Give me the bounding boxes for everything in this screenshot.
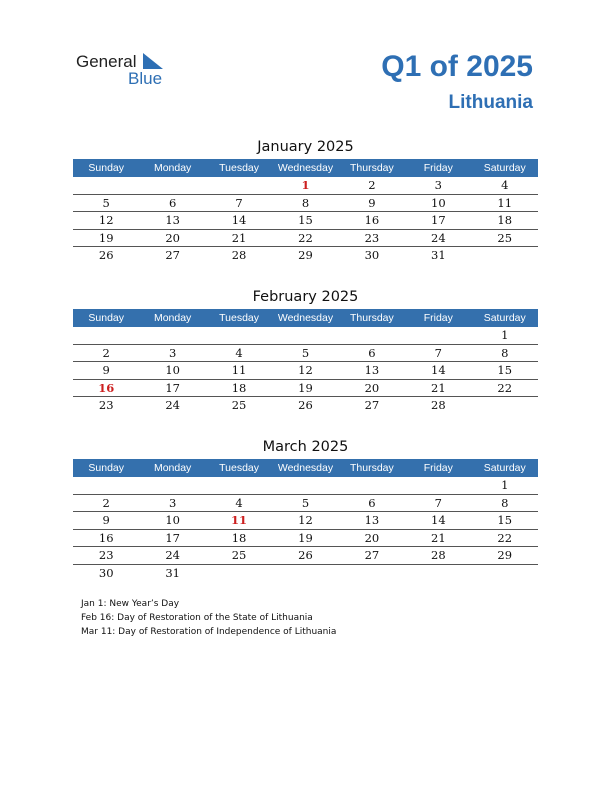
- day-cell: 23: [98, 548, 114, 562]
- day-cell: 26: [298, 398, 313, 412]
- holiday-day-cell: 11: [231, 513, 248, 527]
- day-cell: 17: [165, 530, 180, 545]
- empty-day-cell: [73, 177, 139, 194]
- day-cell: 4: [235, 345, 243, 360]
- holiday-note: Feb 16: Day of Restoration of the State of Lithuania: [81, 613, 313, 623]
- weekday-label: Monday: [153, 162, 192, 174]
- day-cell: 27: [165, 248, 180, 262]
- empty-day-cell: [272, 477, 338, 494]
- empty-day-cell: [139, 477, 205, 494]
- day-cell: 28: [431, 398, 446, 412]
- weekday-label: Friday: [423, 162, 453, 174]
- day-cell: 18: [231, 380, 247, 395]
- day-cell: 29: [497, 548, 513, 562]
- weekday-label: Tuesday: [219, 312, 259, 324]
- day-cell: 10: [165, 363, 180, 377]
- empty-day-cell: [73, 477, 139, 494]
- day-cell: 14: [431, 513, 446, 527]
- day-cell: 3: [168, 495, 177, 510]
- day-cell: 26: [98, 248, 114, 262]
- day-cell: 24: [165, 548, 180, 562]
- empty-day-cell: [206, 565, 272, 583]
- day-cell: 17: [165, 380, 180, 395]
- day-cell: 14: [431, 363, 446, 377]
- month-title: March 2025: [262, 439, 349, 455]
- day-cell: 18: [497, 213, 513, 227]
- day-cell: 5: [102, 195, 110, 210]
- empty-day-cell: [472, 565, 538, 583]
- week-row: [73, 247, 538, 265]
- weekday-label: Wednesday: [277, 312, 334, 324]
- day-cell: 5: [301, 495, 310, 510]
- day-cell: 24: [165, 398, 180, 412]
- day-cell: 10: [431, 195, 446, 210]
- week-row: [73, 380, 538, 398]
- week-row: [73, 212, 538, 230]
- day-cell: 3: [434, 178, 442, 192]
- weekday-header: [73, 459, 538, 477]
- month-title: February 2025: [252, 289, 359, 305]
- empty-day-cell: [139, 327, 205, 344]
- day-cell: 20: [165, 230, 180, 245]
- weekday-label: Sunday: [88, 162, 125, 174]
- day-cell: 8: [501, 495, 509, 510]
- day-cell: 1: [501, 328, 509, 342]
- week-row: [73, 362, 538, 380]
- day-cell: 5: [301, 345, 310, 360]
- month-january: [73, 135, 538, 265]
- day-cell: 16: [98, 530, 114, 545]
- month-title: January 2025: [257, 139, 354, 155]
- week-row: [73, 547, 538, 565]
- day-cell: 13: [364, 363, 380, 377]
- week-row: [73, 397, 538, 415]
- day-cell: 6: [368, 345, 376, 360]
- day-cell: 7: [434, 495, 442, 510]
- day-cell: 4: [501, 178, 509, 192]
- generalblue-logo: [76, 52, 186, 92]
- week-row: [73, 495, 538, 513]
- day-cell: 1: [501, 478, 509, 492]
- day-cell: 3: [168, 345, 177, 360]
- month-march: [73, 435, 538, 582]
- day-cell: 6: [368, 495, 376, 510]
- holiday-note: Mar 11: Day of Restoration of Independence of Lithuania: [81, 627, 337, 637]
- day-cell: 12: [98, 213, 114, 227]
- day-cell: 2: [102, 495, 110, 510]
- day-cell: 7: [434, 345, 442, 360]
- empty-day-cell: [206, 327, 272, 344]
- empty-day-cell: [339, 327, 405, 344]
- week-row: [73, 512, 538, 530]
- weekday-label: Thursday: [350, 462, 394, 474]
- day-cell: 13: [364, 513, 380, 527]
- weekday-label: Friday: [423, 462, 453, 474]
- day-cell: 9: [102, 513, 110, 527]
- day-cell: 30: [364, 248, 380, 262]
- country-name: Lithuania: [448, 92, 533, 113]
- day-cell: 15: [497, 363, 513, 377]
- day-cell: 8: [301, 195, 310, 210]
- weekday-label: Tuesday: [219, 162, 259, 174]
- day-cell: 10: [165, 513, 180, 527]
- day-cell: 16: [364, 213, 380, 227]
- day-cell: 18: [231, 530, 247, 545]
- empty-day-cell: [206, 177, 272, 194]
- day-cell: 21: [231, 230, 247, 245]
- day-cell: 4: [235, 495, 243, 510]
- day-cell: 31: [165, 565, 180, 580]
- day-cell: 20: [364, 530, 380, 545]
- day-cell: 24: [431, 230, 446, 245]
- day-cell: 25: [497, 230, 513, 245]
- day-cell: 25: [231, 398, 247, 412]
- empty-day-cell: [139, 177, 205, 194]
- empty-day-cell: [272, 327, 338, 344]
- day-cell: 13: [165, 213, 180, 227]
- week-row: [73, 345, 538, 363]
- day-cell: 12: [298, 513, 313, 527]
- week-row: [73, 195, 538, 213]
- day-cell: 25: [231, 548, 247, 562]
- day-cell: 6: [168, 195, 177, 210]
- day-cell: 19: [298, 380, 313, 395]
- holiday-day-cell: 16: [98, 380, 115, 395]
- day-cell: 14: [231, 213, 247, 227]
- empty-day-cell: [472, 247, 538, 265]
- week-row: [73, 565, 538, 583]
- weekday-label: Friday: [423, 312, 453, 324]
- day-cell: 9: [102, 363, 110, 377]
- empty-day-cell: [405, 565, 471, 583]
- day-cell: 23: [364, 230, 380, 245]
- day-cell: 9: [368, 195, 376, 210]
- day-cell: 8: [501, 345, 509, 360]
- day-cell: 15: [298, 213, 313, 227]
- holiday-notes: [81, 597, 336, 639]
- day-cell: 11: [497, 195, 513, 210]
- day-cell: 17: [431, 213, 446, 227]
- weekday-header: [73, 309, 538, 327]
- empty-day-cell: [339, 477, 405, 494]
- weekday-label: Monday: [153, 312, 192, 324]
- weekday-label: Monday: [153, 462, 192, 474]
- day-cell: 28: [431, 548, 446, 562]
- empty-day-cell: [73, 327, 139, 344]
- empty-day-cell: [405, 477, 471, 494]
- logo-blue-text: Blue: [128, 69, 163, 88]
- day-cell: 2: [368, 178, 376, 192]
- week-row: [73, 327, 538, 345]
- day-cell: 29: [298, 248, 313, 262]
- day-cell: 23: [98, 398, 114, 412]
- day-cell: 11: [231, 363, 247, 377]
- empty-day-cell: [405, 327, 471, 344]
- day-cell: 22: [497, 380, 513, 395]
- day-cell: 22: [298, 230, 313, 245]
- day-cell: 26: [298, 548, 313, 562]
- weekday-label: Thursday: [350, 312, 394, 324]
- day-cell: 19: [98, 230, 114, 245]
- weekday-label: Saturday: [483, 462, 526, 474]
- week-row: [73, 177, 538, 195]
- empty-day-cell: [339, 565, 405, 583]
- weekday-header: [73, 159, 538, 177]
- day-cell: 21: [431, 530, 446, 545]
- empty-day-cell: [206, 477, 272, 494]
- week-row: [73, 530, 538, 548]
- day-cell: 7: [235, 195, 243, 210]
- day-cell: 27: [364, 398, 380, 412]
- day-cell: 2: [102, 345, 110, 360]
- week-row: [73, 230, 538, 248]
- day-cell: 19: [298, 530, 313, 545]
- day-cell: 15: [497, 513, 513, 527]
- day-cell: 22: [497, 530, 513, 545]
- holiday-note: Jan 1: New Year’s Day: [81, 599, 180, 609]
- weekday-label: Thursday: [350, 162, 394, 174]
- day-cell: 20: [364, 380, 380, 395]
- day-cell: 31: [431, 248, 446, 262]
- weekday-label: Wednesday: [277, 462, 334, 474]
- weekday-label: Saturday: [483, 312, 526, 324]
- day-cell: 27: [364, 548, 380, 562]
- logo-general-text: General: [76, 52, 137, 71]
- day-cell: 28: [231, 248, 247, 262]
- weekday-label: Sunday: [88, 462, 125, 474]
- day-cell: 21: [431, 380, 446, 395]
- weekday-label: Tuesday: [219, 462, 259, 474]
- weekday-label: Sunday: [88, 312, 125, 324]
- empty-day-cell: [472, 397, 538, 415]
- weekday-label: Wednesday: [277, 162, 334, 174]
- quarter-title: Q1 of 2025: [381, 50, 533, 83]
- holiday-day-cell: 1: [301, 178, 310, 192]
- day-cell: 12: [298, 363, 313, 377]
- weekday-label: Saturday: [483, 162, 526, 174]
- month-february: [73, 285, 538, 415]
- week-row: [73, 477, 538, 495]
- empty-day-cell: [272, 565, 338, 583]
- day-cell: 30: [98, 565, 114, 580]
